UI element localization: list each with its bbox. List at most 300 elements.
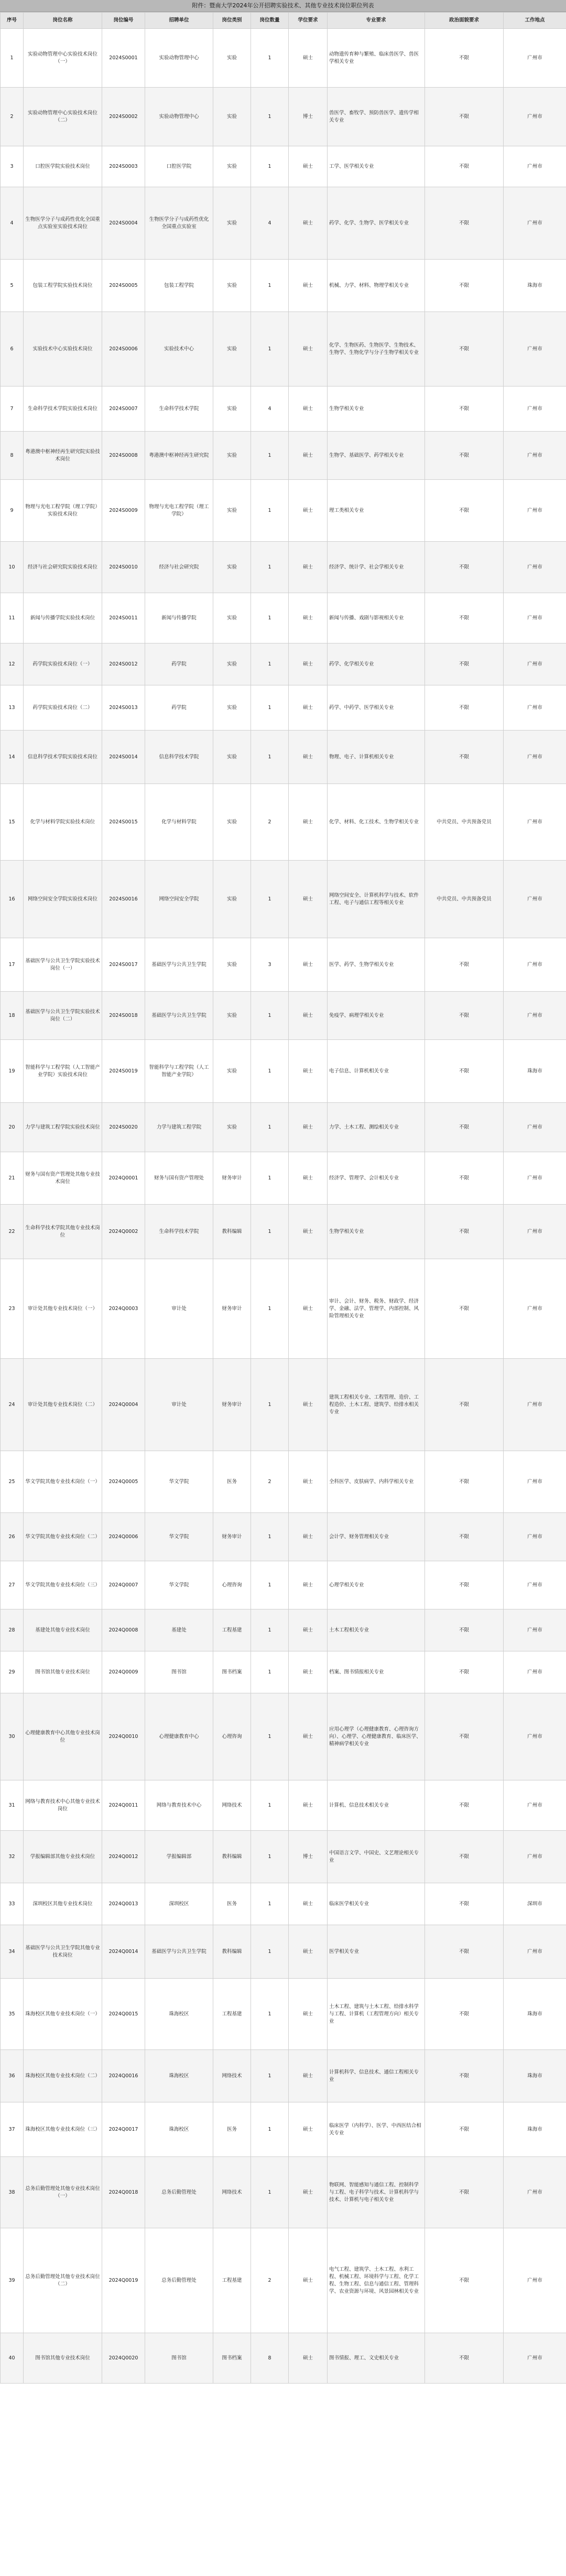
- col-category-cell: 实验: [213, 593, 251, 643]
- col-index-cell: 38: [1, 2157, 24, 2228]
- col-count-cell: 1: [251, 1103, 289, 1152]
- col-position-code-cell: 2024S0001: [102, 29, 145, 88]
- col-count-cell: 1: [251, 1152, 289, 1205]
- col-unit-cell: 信息科学技术学院: [145, 731, 213, 784]
- col-index-cell: 13: [1, 685, 24, 731]
- col-major-cell: 药学、中药学、医学相关专业: [328, 685, 425, 731]
- col-political-cell: 不限: [425, 88, 504, 146]
- col-index-cell: 19: [1, 1040, 24, 1103]
- col-category-cell: 财务审计: [213, 1513, 251, 1561]
- col-degree-cell: 硕士: [289, 938, 328, 992]
- col-political-cell: 不限: [425, 260, 504, 312]
- col-count-cell: 1: [251, 593, 289, 643]
- col-political-cell: 不限: [425, 731, 504, 784]
- col-location-cell: 广州市: [504, 731, 566, 784]
- col-position-code-cell: 2024Q0010: [102, 1693, 145, 1780]
- col-major-cell: 化学、生物医药、生物医学、生物技术、生物学、生物化学与分子生物学相关专业: [328, 312, 425, 387]
- col-major-cell: 土木工程相关专业: [328, 1609, 425, 1651]
- col-category-cell: 实验: [213, 1040, 251, 1103]
- table-row: [1, 187, 566, 260]
- table-row: [1, 1513, 566, 1561]
- col-political-cell: 不限: [425, 1651, 504, 1693]
- col-major-cell: 工学、医学相关专业: [328, 146, 425, 187]
- col-political-cell: 不限: [425, 1925, 504, 1979]
- col-position-name-cell: 基础医学与公共卫生学院其他专业技术岗位: [24, 1925, 102, 1979]
- col-position-code-cell: 2024Q0013: [102, 1883, 145, 1925]
- col-major-cell: 中国语言文学、中国史、文艺理论相关专业: [328, 1831, 425, 1883]
- col-degree-cell: 硕士: [289, 1103, 328, 1152]
- col-location-cell: 珠海市: [504, 1040, 566, 1103]
- col-major-cell: 电子信息、计算机相关专业: [328, 1040, 425, 1103]
- col-position-name-cell: 新闻与传播学院实验技术岗位: [24, 593, 102, 643]
- col-political-cell: 不限: [425, 2050, 504, 2102]
- col-unit-cell: 力学与建筑工程学院: [145, 1103, 213, 1152]
- col-position-code-cell: 2024Q0002: [102, 1205, 145, 1259]
- col-index-cell: 24: [1, 1359, 24, 1451]
- col-category-header: 岗位类别: [213, 13, 251, 29]
- col-location-cell: 广州市: [504, 480, 566, 542]
- col-degree-cell: 硕士: [289, 2157, 328, 2228]
- jobs-table: [0, 12, 566, 2384]
- col-category-cell: 实验: [213, 187, 251, 260]
- col-position-name-cell: 实验动物管理中心实验技术岗位（二）: [24, 88, 102, 146]
- table-row: [1, 432, 566, 480]
- col-major-cell: 免疫学、病理学相关专业: [328, 992, 425, 1040]
- col-political-cell: 不限: [425, 2333, 504, 2384]
- col-location-cell: 广州市: [504, 88, 566, 146]
- col-index-cell: 34: [1, 1925, 24, 1979]
- col-position-code-cell: 2024Q0009: [102, 1651, 145, 1693]
- col-count-cell: 1: [251, 861, 289, 938]
- col-major-cell: 临床医学相关专业: [328, 1883, 425, 1925]
- col-degree-cell: 硕士: [289, 593, 328, 643]
- col-index-cell: 5: [1, 260, 24, 312]
- col-degree-cell: 硕士: [289, 731, 328, 784]
- table-row: [1, 731, 566, 784]
- col-location-cell: 广州市: [504, 593, 566, 643]
- col-unit-cell: 化学与材料学院: [145, 784, 213, 861]
- table-row: [1, 2050, 566, 2102]
- col-category-cell: 医务: [213, 1883, 251, 1925]
- col-index-cell: 1: [1, 29, 24, 88]
- col-degree-cell: 硕士: [289, 542, 328, 593]
- col-location-cell: 广州市: [504, 1831, 566, 1883]
- col-index-header: 序号: [1, 13, 24, 29]
- col-unit-cell: 实验动物管理中心: [145, 88, 213, 146]
- col-political-cell: 不限: [425, 29, 504, 88]
- col-major-cell: 生物学、基础医学、药学相关专业: [328, 432, 425, 480]
- col-position-code-cell: 2024S0007: [102, 387, 145, 432]
- table-row: [1, 88, 566, 146]
- col-category-cell: 心理咨询: [213, 1693, 251, 1780]
- col-political-cell: 不限: [425, 387, 504, 432]
- col-category-cell: 财务审计: [213, 1359, 251, 1451]
- col-major-cell: 电气工程、建筑学、土木工程、水利工程、机械工程、环境科学与工程、化学工程、生物工程、信息与通信工程、管理科学、农业资源与环境、风景园林相关专业: [328, 2228, 425, 2333]
- col-count-cell: 1: [251, 1513, 289, 1561]
- table-row: [1, 1040, 566, 1103]
- col-count-cell: 1: [251, 1979, 289, 2050]
- col-category-cell: 教科编辑: [213, 1925, 251, 1979]
- col-position-name-cell: 珠海校区其他专业技术岗位（二）: [24, 2050, 102, 2102]
- col-index-cell: 2: [1, 88, 24, 146]
- col-political-cell: 不限: [425, 1205, 504, 1259]
- col-unit-cell: 基础医学与公共卫生学院: [145, 938, 213, 992]
- col-category-cell: 医务: [213, 1451, 251, 1513]
- col-degree-cell: 硕士: [289, 387, 328, 432]
- col-count-cell: 1: [251, 29, 289, 88]
- table-row: [1, 312, 566, 387]
- col-category-cell: 工程基建: [213, 1979, 251, 2050]
- col-category-cell: 实验: [213, 432, 251, 480]
- col-location-cell: 广州市: [504, 1152, 566, 1205]
- col-index-cell: 16: [1, 861, 24, 938]
- col-index-cell: 18: [1, 992, 24, 1040]
- col-position-code-cell: 2024S0015: [102, 784, 145, 861]
- col-position-code-cell: 2024S0003: [102, 146, 145, 187]
- col-degree-cell: 硕士: [289, 146, 328, 187]
- col-major-cell: 医学相关专业: [328, 1925, 425, 1979]
- table-row: [1, 1780, 566, 1831]
- col-location-cell: 广州市: [504, 1451, 566, 1513]
- col-count-cell: 1: [251, 2157, 289, 2228]
- col-position-code-cell: 2024S0008: [102, 432, 145, 480]
- col-index-cell: 26: [1, 1513, 24, 1561]
- table-row: [1, 480, 566, 542]
- table-row: [1, 1883, 566, 1925]
- col-unit-cell: 智能科学与工程学院（人工智能产业学院）: [145, 1040, 213, 1103]
- col-unit-cell: 审计处: [145, 1359, 213, 1451]
- col-degree-cell: 硕士: [289, 29, 328, 88]
- col-category-cell: 图书档案: [213, 2333, 251, 2384]
- col-political-cell: 不限: [425, 2102, 504, 2157]
- col-unit-cell: 物理与光电工程学院（理工学院）: [145, 480, 213, 542]
- col-unit-cell: 药学院: [145, 643, 213, 685]
- col-position-code-header: 岗位编号: [102, 13, 145, 29]
- col-position-name-cell: 粤港澳中枢神经再生研究院实验技术岗位: [24, 432, 102, 480]
- col-degree-cell: 硕士: [289, 312, 328, 387]
- col-position-name-cell: 智能科学与工程学院（人工智能产业学院）实验技术岗位: [24, 1040, 102, 1103]
- col-political-cell: 不限: [425, 187, 504, 260]
- col-political-cell: 不限: [425, 2157, 504, 2228]
- col-degree-cell: 硕士: [289, 1609, 328, 1651]
- col-location-cell: 广州市: [504, 542, 566, 593]
- col-unit-cell: 新闻与传播学院: [145, 593, 213, 643]
- col-position-name-header: 岗位名称: [24, 13, 102, 29]
- col-category-cell: 实验: [213, 480, 251, 542]
- col-position-code-cell: 2024Q0007: [102, 1561, 145, 1609]
- col-location-cell: 广州市: [504, 992, 566, 1040]
- col-political-cell: 不限: [425, 146, 504, 187]
- col-degree-cell: 博士: [289, 88, 328, 146]
- table-body: [1, 29, 566, 2384]
- col-position-code-cell: 2024Q0019: [102, 2228, 145, 2333]
- col-position-name-cell: 华文学院其他专业技术岗位（一）: [24, 1451, 102, 1513]
- col-location-cell: 广州市: [504, 1513, 566, 1561]
- col-count-cell: 1: [251, 1561, 289, 1609]
- col-location-cell: 广州市: [504, 938, 566, 992]
- table-row: [1, 685, 566, 731]
- col-political-cell: 不限: [425, 643, 504, 685]
- col-position-name-cell: 华文学院其他专业技术岗位（三）: [24, 1561, 102, 1609]
- col-position-code-cell: 2024S0018: [102, 992, 145, 1040]
- col-unit-cell: 总务后勤管理处: [145, 2228, 213, 2333]
- col-unit-cell: 生命科学技术学院: [145, 1205, 213, 1259]
- table-row: [1, 1205, 566, 1259]
- col-major-cell: 计算机科学、信息技术、通信工程相关专业: [328, 2050, 425, 2102]
- col-count-cell: 1: [251, 643, 289, 685]
- col-unit-cell: 生命科学技术学院: [145, 387, 213, 432]
- col-location-cell: 广州市: [504, 643, 566, 685]
- col-position-name-cell: 网络空间安全学院实验技术岗位: [24, 861, 102, 938]
- col-position-name-cell: 信息科学技术学院实验技术岗位: [24, 731, 102, 784]
- col-count-cell: 1: [251, 1609, 289, 1651]
- col-position-name-cell: 审计处其他专业技术岗位（一）: [24, 1259, 102, 1359]
- col-index-cell: 23: [1, 1259, 24, 1359]
- col-unit-cell: 审计处: [145, 1259, 213, 1359]
- table-row: [1, 146, 566, 187]
- table-row: [1, 29, 566, 88]
- table-row: [1, 1609, 566, 1651]
- col-count-cell: 4: [251, 387, 289, 432]
- col-index-cell: 9: [1, 480, 24, 542]
- col-political-cell: 不限: [425, 480, 504, 542]
- col-location-cell: 广州市: [504, 1259, 566, 1359]
- col-political-cell: 不限: [425, 1359, 504, 1451]
- col-index-cell: 7: [1, 387, 24, 432]
- table-row: [1, 387, 566, 432]
- col-category-cell: 实验: [213, 784, 251, 861]
- col-location-cell: 广州市: [504, 187, 566, 260]
- col-degree-cell: 硕士: [289, 643, 328, 685]
- col-unit-cell: 珠海校区: [145, 2102, 213, 2157]
- col-location-cell: 珠海市: [504, 1979, 566, 2050]
- col-position-name-cell: 珠海校区其他专业技术岗位（一）: [24, 1979, 102, 2050]
- col-count-cell: 2: [251, 2228, 289, 2333]
- col-unit-cell: 华文学院: [145, 1451, 213, 1513]
- col-position-name-cell: 网络与教育技术中心其他专业技术岗位: [24, 1780, 102, 1831]
- col-degree-cell: 硕士: [289, 2333, 328, 2384]
- col-degree-cell: 硕士: [289, 1883, 328, 1925]
- col-count-cell: 3: [251, 938, 289, 992]
- col-count-cell: 1: [251, 992, 289, 1040]
- col-count-cell: 1: [251, 1780, 289, 1831]
- col-index-cell: 27: [1, 1561, 24, 1609]
- col-index-cell: 40: [1, 2333, 24, 2384]
- col-location-cell: 广州市: [504, 1651, 566, 1693]
- col-unit-cell: 华文学院: [145, 1561, 213, 1609]
- col-location-cell: 广州市: [504, 2333, 566, 2384]
- col-political-cell: 不限: [425, 1979, 504, 2050]
- col-major-cell: 化学、材料、化工技术、生物学相关专业: [328, 784, 425, 861]
- col-location-cell: 广州市: [504, 1359, 566, 1451]
- col-count-cell: 8: [251, 2333, 289, 2384]
- col-unit-header: 招聘单位: [145, 13, 213, 29]
- col-index-cell: 39: [1, 2228, 24, 2333]
- page-title: 附件：暨南大学2024年公开招聘实验技术、其他专业技术岗位职位列表: [0, 0, 566, 12]
- col-position-name-cell: 包装工程学院实验技术岗位: [24, 260, 102, 312]
- table-row: [1, 542, 566, 593]
- table-row: [1, 1152, 566, 1205]
- col-position-name-cell: 药学院实验技术岗位（二）: [24, 685, 102, 731]
- col-major-cell: 全科医学、皮肤病学、内科学相关专业: [328, 1451, 425, 1513]
- col-position-code-cell: 2024S0012: [102, 643, 145, 685]
- col-index-cell: 30: [1, 1693, 24, 1780]
- col-position-code-cell: 2024S0019: [102, 1040, 145, 1103]
- col-count-cell: 1: [251, 1925, 289, 1979]
- table-row: [1, 1979, 566, 2050]
- col-degree-cell: 硕士: [289, 1259, 328, 1359]
- col-unit-cell: 生物医学分子与成药性优化全国重点实验室: [145, 187, 213, 260]
- table-row: [1, 1451, 566, 1513]
- col-index-cell: 12: [1, 643, 24, 685]
- col-index-cell: 22: [1, 1205, 24, 1259]
- col-major-cell: 动物遗传育种与繁殖、临床兽医学、兽医学相关专业: [328, 29, 425, 88]
- col-unit-cell: 图书馆: [145, 1651, 213, 1693]
- col-degree-cell: 硕士: [289, 1925, 328, 1979]
- col-count-cell: 1: [251, 432, 289, 480]
- col-degree-cell: 硕士: [289, 1040, 328, 1103]
- col-count-cell: 1: [251, 480, 289, 542]
- col-index-cell: 28: [1, 1609, 24, 1651]
- col-position-name-cell: 药学院实验技术岗位（一）: [24, 643, 102, 685]
- col-count-cell: 1: [251, 1259, 289, 1359]
- col-political-cell: 不限: [425, 542, 504, 593]
- col-category-cell: 实验: [213, 29, 251, 88]
- col-category-cell: 教科编辑: [213, 1831, 251, 1883]
- col-unit-cell: 实验动物管理中心: [145, 29, 213, 88]
- col-degree-cell: 硕士: [289, 2102, 328, 2157]
- table-row: [1, 2102, 566, 2157]
- table-row: [1, 1651, 566, 1693]
- table-row: [1, 260, 566, 312]
- col-location-cell: 广州市: [504, 432, 566, 480]
- col-count-cell: 1: [251, 146, 289, 187]
- col-index-cell: 25: [1, 1451, 24, 1513]
- col-category-cell: 实验: [213, 146, 251, 187]
- col-major-cell: 经济学、统计学、社会学相关专业: [328, 542, 425, 593]
- col-location-cell: 广州市: [504, 1103, 566, 1152]
- col-major-cell: 物理、电子、计算机相关专业: [328, 731, 425, 784]
- col-category-cell: 医务: [213, 2102, 251, 2157]
- col-category-cell: 心理咨询: [213, 1561, 251, 1609]
- col-degree-cell: 硕士: [289, 187, 328, 260]
- col-category-cell: 实验: [213, 88, 251, 146]
- col-major-cell: 药学、化学、生物学、医学相关专业: [328, 187, 425, 260]
- col-position-code-cell: 2024Q0003: [102, 1259, 145, 1359]
- col-major-cell: 临床医学（内科学）、医学、中西医结合相关专业: [328, 2102, 425, 2157]
- col-location-cell: 珠海市: [504, 2102, 566, 2157]
- col-position-code-cell: 2024S0017: [102, 938, 145, 992]
- col-index-cell: 3: [1, 146, 24, 187]
- col-location-cell: 广州市: [504, 146, 566, 187]
- col-position-code-cell: 2024Q0004: [102, 1359, 145, 1451]
- col-major-cell: 新闻与传播、戏剧与影视相关专业: [328, 593, 425, 643]
- col-unit-cell: 基建处: [145, 1609, 213, 1651]
- col-political-cell: 不限: [425, 1561, 504, 1609]
- col-unit-cell: 粤港澳中枢神经再生研究院: [145, 432, 213, 480]
- col-political-cell: 不限: [425, 685, 504, 731]
- col-index-cell: 20: [1, 1103, 24, 1152]
- col-count-cell: 1: [251, 1693, 289, 1780]
- col-position-code-cell: 2024Q0006: [102, 1513, 145, 1561]
- col-location-cell: 广州市: [504, 1609, 566, 1651]
- col-degree-cell: 硕士: [289, 1693, 328, 1780]
- col-position-code-cell: 2024S0016: [102, 861, 145, 938]
- col-degree-header: 学位要求: [289, 13, 328, 29]
- col-degree-cell: 硕士: [289, 784, 328, 861]
- col-category-cell: 图书档案: [213, 1651, 251, 1693]
- col-political-cell: 不限: [425, 2228, 504, 2333]
- col-location-cell: 广州市: [504, 1205, 566, 1259]
- col-position-code-cell: 2024S0014: [102, 731, 145, 784]
- col-count-cell: 4: [251, 187, 289, 260]
- col-degree-cell: 硕士: [289, 1780, 328, 1831]
- col-political-cell: 不限: [425, 1780, 504, 1831]
- col-position-name-cell: 生命科学技术学院实验技术岗位: [24, 387, 102, 432]
- col-political-cell: 不限: [425, 1259, 504, 1359]
- col-degree-cell: 硕士: [289, 1359, 328, 1451]
- col-category-cell: 实验: [213, 938, 251, 992]
- col-unit-cell: 心理健康教育中心: [145, 1693, 213, 1780]
- col-position-code-cell: 2024Q0018: [102, 2157, 145, 2228]
- col-category-cell: 实验: [213, 542, 251, 593]
- col-location-cell: 深圳市: [504, 1883, 566, 1925]
- col-category-cell: 财务审计: [213, 1152, 251, 1205]
- col-position-code-cell: 2024Q0014: [102, 1925, 145, 1979]
- table-row: [1, 1103, 566, 1152]
- col-unit-cell: 基础医学与公共卫生学院: [145, 1925, 213, 1979]
- col-position-name-cell: 口腔医学院实验技术岗位: [24, 146, 102, 187]
- col-unit-cell: 实验技术中心: [145, 312, 213, 387]
- col-position-name-cell: 力学与建筑工程学院实验技术岗位: [24, 1103, 102, 1152]
- col-position-name-cell: 化学与材料学院实验技术岗位: [24, 784, 102, 861]
- col-position-code-cell: 2024Q0008: [102, 1609, 145, 1651]
- col-category-cell: 实验: [213, 861, 251, 938]
- col-category-cell: 实验: [213, 260, 251, 312]
- col-major-cell: 兽医学、畜牧学、预防兽医学、遗传学相关专业: [328, 88, 425, 146]
- col-political-cell: 不限: [425, 992, 504, 1040]
- table-row: [1, 1561, 566, 1609]
- col-location-cell: 珠海市: [504, 260, 566, 312]
- col-position-code-cell: 2024S0004: [102, 187, 145, 260]
- col-major-cell: 计算机、信息技术相关专业: [328, 1780, 425, 1831]
- col-location-cell: 广州市: [504, 784, 566, 861]
- col-category-cell: 实验: [213, 685, 251, 731]
- col-index-cell: 35: [1, 1979, 24, 2050]
- col-political-cell: 不限: [425, 1451, 504, 1513]
- col-count-cell: 1: [251, 88, 289, 146]
- col-location-cell: 广州市: [504, 2228, 566, 2333]
- col-degree-cell: 硕士: [289, 2050, 328, 2102]
- col-degree-cell: 硕士: [289, 1513, 328, 1561]
- col-position-name-cell: 图书馆其他专业技术岗位: [24, 1651, 102, 1693]
- col-unit-cell: 华文学院: [145, 1513, 213, 1561]
- table-row: [1, 593, 566, 643]
- col-political-cell: 不限: [425, 593, 504, 643]
- col-political-cell: 不限: [425, 1513, 504, 1561]
- col-location-cell: 广州市: [504, 1780, 566, 1831]
- table-row: [1, 938, 566, 992]
- col-location-cell: 广州市: [504, 861, 566, 938]
- col-index-cell: 21: [1, 1152, 24, 1205]
- col-count-cell: 1: [251, 685, 289, 731]
- col-unit-cell: 财务与国有资产管理处: [145, 1152, 213, 1205]
- col-major-cell: 生物学相关专业: [328, 1205, 425, 1259]
- col-major-cell: 机械、力学、材料、物理学相关专业: [328, 260, 425, 312]
- col-political-cell: 不限: [425, 1883, 504, 1925]
- col-index-cell: 33: [1, 1883, 24, 1925]
- col-major-cell: 药学、化学相关专业: [328, 643, 425, 685]
